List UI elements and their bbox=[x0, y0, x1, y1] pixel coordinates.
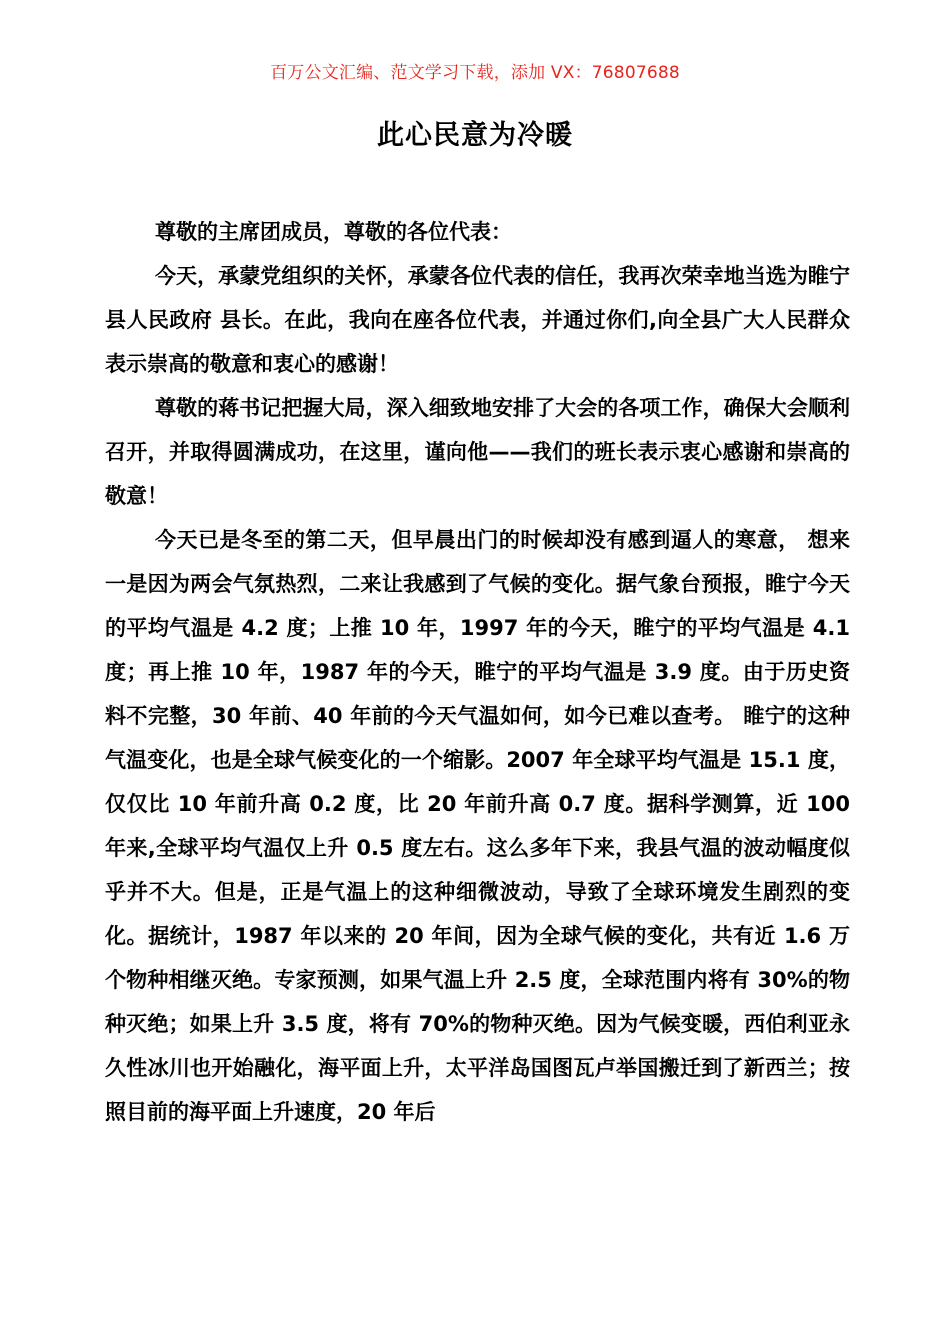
watermark-header: 百万公文汇编、范文学习下载，添加 VX：76807688 bbox=[270, 63, 680, 83]
page-title: 此心民意为冷暖 bbox=[377, 120, 573, 151]
salutation-paragraph: 尊敬的主席团成员，尊敬的各位代表： bbox=[155, 220, 512, 244]
climate-paragraph: 今天已是冬至的第二天，但早晨出门的时候却没有感到逼人的寒意， 想来一是因为两会气氛热烈，二来让我感到了气候的变化。据气象台预报，睢宁今天的平均气温是 4.2 度；上推 10 年，1997 年的今天，睢宁的平均气温是 4.1 度；再上推 10 年，1987 年的今天，睢宁的平均气温是 3.9 度。由于历史资料不完整，30 年前、40 年前的今天气温如何，如今已难以查考。 睢宁的这种气温变化，也是全球气候变化的一个缩影。2007 年全球平均气温是 15.1 度，仅仅比 10 年前升高 0.2 度，比 20 年前升高 0.7 度。据科学测算，近 100 年来,全球平均气温仅上升 0.5 度左右。这么多年下来，我县气温的波动幅度似乎并不大。但是，正是气温上的这种细微波动，导致了全球环境发生剧烈的变化。据统计，1987 年以来的 20 年间，因为全球气候的变化，共有近 1.6 万个物种相继灭绝。专家预测，如果气温上升 2.5 度，全球范围内将有 30%的物种灭绝；如果上升 3.5 度，将有 70%的物种灭绝。因为气候变暖，西伯利亚永久性冰川也开始融化，海平面上升，太平洋岛国图瓦卢举国搬迁到了新西兰；按照目前的海平面上升速度，20 年后 bbox=[105, 528, 850, 1124]
secretary-paragraph: 尊敬的蒋书记把握大局，深入细致地安排了大会的各项工作，确保大会顺利召开，并取得圆满成功，在这里，谨向他——我们的班长表示衷心感谢和崇高的敬意！ bbox=[105, 396, 850, 508]
document-body bbox=[105, 210, 850, 1134]
thanks-paragraph: 今天，承蒙党组织的关怀，承蒙各位代表的信任，我再次荣幸地当选为睢宁县人民政府 县长。在此，我向在座各位代表，并通过你们,向全县广大人民群众表示崇高的敬意和衷心的感谢！ bbox=[105, 264, 850, 376]
